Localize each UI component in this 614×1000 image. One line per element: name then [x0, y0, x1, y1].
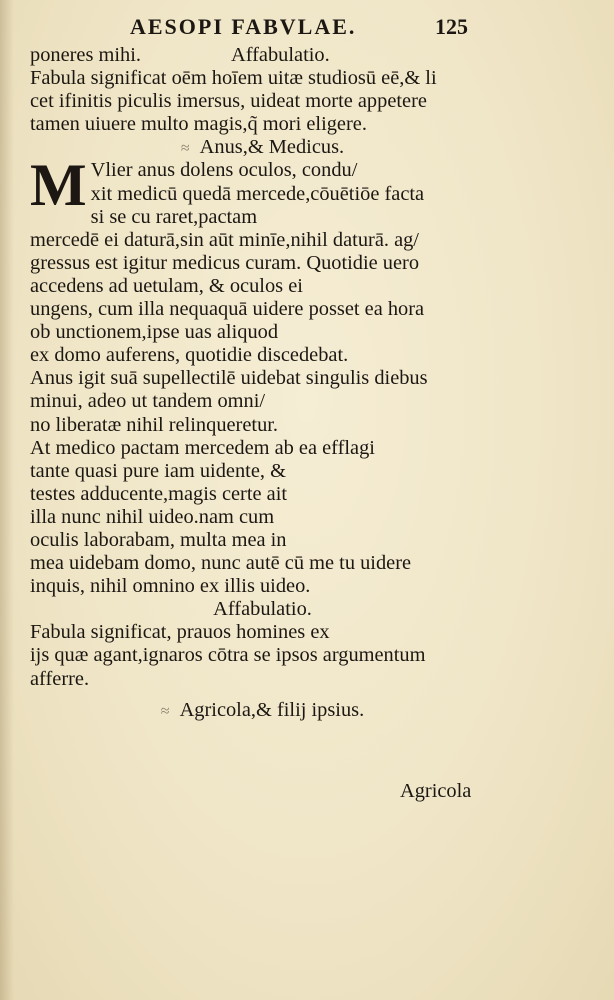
ornament-icon: ≈ — [160, 702, 170, 720]
running-title: AESOPI FABVLAE. — [130, 14, 357, 39]
text-line: ob unctionem,ipse uas aliquod — [30, 321, 279, 344]
text-line: afferre. — [30, 667, 90, 690]
drop-cap-letter: M — [30, 152, 87, 219]
moral-heading: Affabulatio. — [213, 598, 312, 621]
text-line: Fabula significat, prauos homines ex — [30, 621, 330, 644]
text-line: testes adducente,magis certe ait — [30, 482, 288, 505]
text-line: Fabula significat oēm hoīem uitæ studiosū eē,& li — [30, 67, 437, 90]
text-block — [30, 44, 495, 722]
text-line: oculis laborabam, multa mea in — [30, 528, 287, 551]
page-number: 125 — [435, 14, 468, 39]
moral-heading: Affabulatio. — [231, 44, 330, 66]
text-line: no liberatæ nihil relinqueretur. — [30, 413, 279, 436]
text-line: ex domo auferens, quotidie discedebat. — [30, 344, 349, 367]
text-line: mea uidebam domo, nunc autē cū me tu uidere — [30, 552, 412, 575]
running-head — [0, 14, 614, 44]
text-line: poneres mihi. Affabulatio. — [30, 44, 330, 66]
text-line: mercedē ei daturā,sin aūt minīe,nihil daturā. ag/ — [30, 228, 419, 251]
catchword: Agricola — [400, 780, 472, 802]
fable-title: ≈ Anus,& Medicus. — [30, 136, 495, 159]
text-line: ijs quæ agant,ignaros cōtra se ipsos argumentum — [30, 644, 426, 667]
text-line: minui, adeo ut tandem omni/ — [30, 390, 266, 413]
text-line: gressus est igitur medicus curam. Quotidie uero — [30, 251, 420, 274]
text-line: inquis, nihil omnino ex illis uideo. — [30, 575, 311, 598]
text-line: illa nunc nihil uideo.nam cum — [30, 505, 275, 528]
text-line: Anus igit suā supellectilē uidebat singulis diebus — [30, 367, 428, 390]
text-line: At medico pactam mercedem ab ea efflagi — [30, 436, 375, 459]
text-line: accedens ad uetulam, & oculos ei — [30, 274, 303, 297]
text-line: si se cu raret,pactam — [90, 205, 258, 228]
text-line: cet ifinitis piculis imersus, uideat morte appetere — [30, 90, 427, 113]
text-line: xit medicū quedā mercede,cōuētiōe facta — [90, 182, 425, 205]
ornament-icon: ≈ — [180, 140, 190, 158]
text-line: Vlier anus dolens oculos, condu/ — [90, 159, 358, 182]
text-line: ungens, cum illa nequaquā uidere posset ea hora — [30, 298, 425, 321]
fable-title: ≈ Agricola,& filij ipsius. — [30, 699, 495, 722]
text-line: tamen uiuere multo magis,q̃ mori eligere. — [30, 113, 367, 136]
text-line: tante quasi pure iam uidente, & — [30, 459, 286, 482]
